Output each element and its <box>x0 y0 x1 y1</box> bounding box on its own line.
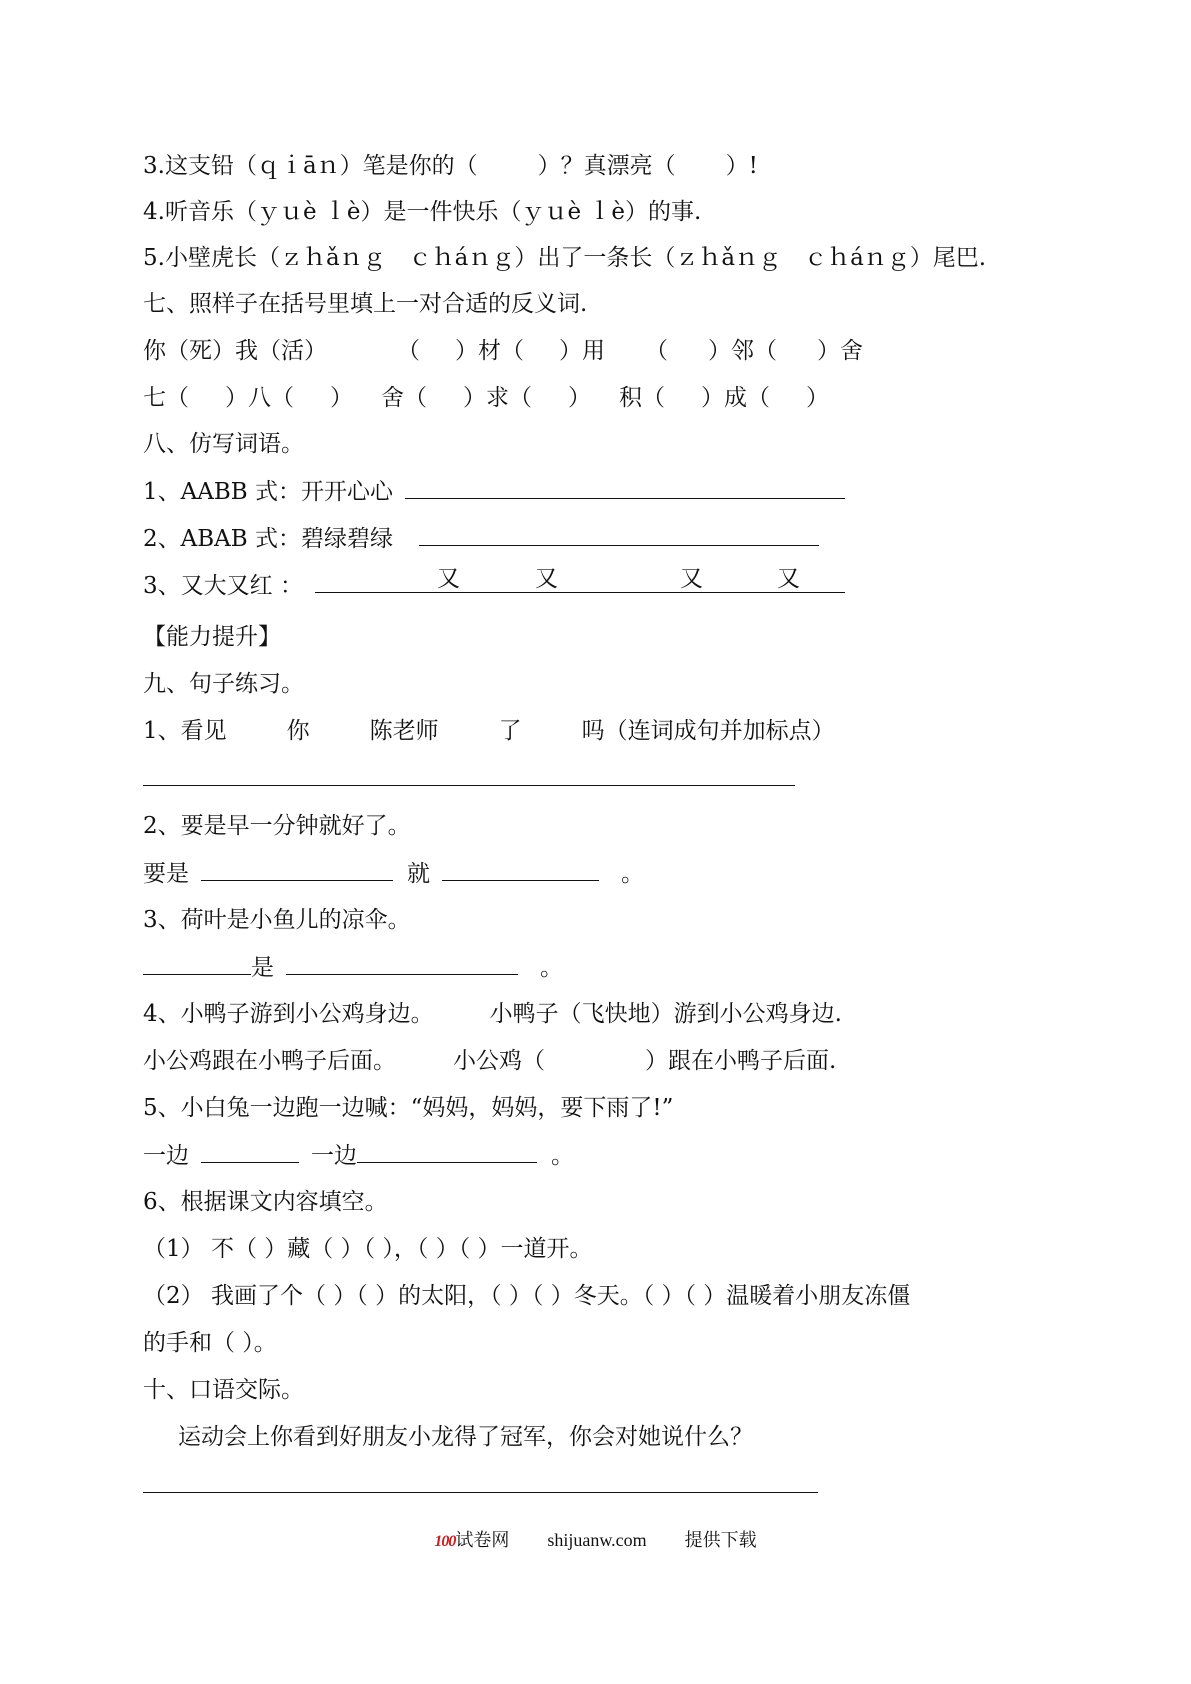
q9-item-5-fill <box>143 1140 574 1171</box>
q7-r1-b3: ）舍 <box>817 338 863 364</box>
q9-item-3-blank-2[interactable] <box>286 952 518 975</box>
q9-item-2-blank-2[interactable] <box>442 858 599 881</box>
q9-item-4-line-1 <box>143 999 842 1029</box>
q7-r1-b1: （ <box>645 338 668 364</box>
q9-item-6-2: （2） 我画了个（ ）（ ）的太阳，（ ）（ ）冬天。（ ）（ ）温暖着小朋友冻僵 <box>143 1283 911 1309</box>
q7-r2-b2: ）求（ <box>463 385 532 411</box>
section-label: 【能力提升】 <box>143 624 281 650</box>
q9-item-4-sentence-a: 4、小鸭子游到小公鸡身边。 <box>143 1001 434 1027</box>
q9-word-2: 你 <box>286 718 310 744</box>
q9-item-3-fill <box>143 952 563 983</box>
q8-you-1: 又 <box>436 566 460 592</box>
q9-item-4-line-2 <box>143 1046 836 1076</box>
q7-r2-a3: ） <box>330 385 353 411</box>
q9-item-3-end: 。 <box>540 955 563 981</box>
q9-item-4-sentence-b: 小鸭子（飞快地）游到小公鸡身边. <box>489 1001 842 1027</box>
q6-item-5: 5.小壁虎长（ｚｈǎｎｇ ｃｈáｎｇ）出了一条长（ｚｈǎｎｇ ｃｈáｎｇ）尾巴. <box>143 245 987 271</box>
q9-item-1-answer-line[interactable] <box>143 785 795 786</box>
q9-item-5-blank-1[interactable] <box>201 1140 299 1163</box>
q9-item-4-fill-a: 小公鸡（ <box>453 1048 545 1074</box>
q10-title: 十、口语交际。 <box>143 1377 304 1403</box>
q9-item-2-blank-1[interactable] <box>201 858 393 881</box>
q10-prompt: 运动会上你看到好朋友小龙得了冠军，你会对她说什么？ <box>178 1424 753 1450</box>
q9-item-3-mid: 是 <box>251 955 274 981</box>
q8-item-1-label: 1、AABB 式：开开心心 <box>143 479 393 505</box>
q9-item-5-blank-2[interactable] <box>357 1140 537 1163</box>
q9-item-5: 5、小白兔一边跑一边喊：“妈妈，妈妈，要下雨了!” <box>143 1095 674 1121</box>
q9-item-4-fill-b: ）跟在小鸭子后面. <box>645 1048 837 1074</box>
q8-you-4: 又 <box>776 566 800 592</box>
footer-url[interactable]: shijuanw.com <box>547 1530 647 1550</box>
q9-item-5-end: 。 <box>551 1143 574 1169</box>
q6-item-3-part-a: 3.这支铅（ｑｉāｎ）笔是你的（ <box>143 153 478 179</box>
q8-item-2 <box>143 523 819 554</box>
q6-item-4: 4.听音乐（ｙｕè ｌè）是一件快乐（ｙｕè ｌè）的事. <box>143 199 702 225</box>
q7-r2-a1: 七（ <box>143 385 189 411</box>
footer-site-name: 试卷网 <box>455 1530 510 1550</box>
footer-logo-100: 100 <box>434 1533 456 1550</box>
q9-item-2: 2、要是早一分钟就好了。 <box>143 813 411 839</box>
q9-item-6-2-cont: 的手和（ ）。 <box>143 1330 277 1356</box>
q7-row-2 <box>143 383 829 413</box>
q9-item-3-blank-1[interactable] <box>143 952 251 975</box>
q7-row-1 <box>143 336 863 366</box>
q7-r2-c3: ） <box>806 385 829 411</box>
q7-r2-a2: ）八（ <box>225 385 294 411</box>
q6-item-3-part-c: ）! <box>725 153 758 179</box>
q9-item-4-sentence-c: 小公鸡跟在小鸭子后面。 <box>143 1048 396 1074</box>
q9-title: 九、句子练习。 <box>143 671 304 697</box>
q8-you-2: 又 <box>534 566 558 592</box>
q8-item-3-label: 3、又大又红 ： <box>143 573 303 599</box>
q7-r1-a3: ）用 <box>559 338 605 364</box>
q7-r2-b1: 舍（ <box>381 385 427 411</box>
q7-r2-b3: ） <box>568 385 591 411</box>
q9-word-4: 了 <box>498 718 522 744</box>
q9-item-1 <box>143 716 835 746</box>
q9-item-2-mid: 就 <box>407 861 430 887</box>
q7-example: 你（死）我（活） <box>143 338 327 364</box>
q9-item-5-prefix: 一边 <box>143 1143 189 1169</box>
q8-title: 八、仿写词语。 <box>143 431 304 457</box>
q8-item-3-answer-line[interactable] <box>315 566 845 593</box>
q10-answer-line[interactable] <box>143 1492 818 1493</box>
q7-r1-b2: ）邻（ <box>708 338 777 364</box>
q8-item-2-answer-line[interactable] <box>419 523 819 546</box>
footer-tagline: 提供下载 <box>684 1530 757 1550</box>
q8-item-1-answer-line[interactable] <box>405 476 845 499</box>
footer <box>0 1526 1191 1552</box>
q8-item-3 <box>143 566 845 601</box>
q7-r1-a2: ）材（ <box>455 338 524 364</box>
q8-item-2-label: 2、ABAB 式：碧绿碧绿 <box>143 526 393 552</box>
q7-title: 七、照样子在括号里填上一对合适的反义词. <box>143 291 588 317</box>
q9-item-2-prefix: 要是 <box>143 861 189 887</box>
q9-item-3: 3、荷叶是小鱼儿的凉伞。 <box>143 907 411 933</box>
q7-r2-c2: ）成（ <box>701 385 770 411</box>
q9-item-2-fill <box>143 858 644 889</box>
q9-word-5: 吗（连词成句并加标点） <box>581 718 835 744</box>
q8-you-3: 又 <box>679 566 703 592</box>
q7-r1-a1: （ <box>397 338 420 364</box>
q8-item-1 <box>143 476 845 507</box>
q7-r2-c1: 积（ <box>619 385 665 411</box>
q9-word-3: 陈老师 <box>369 718 439 744</box>
q9-item-6-1: （1） 不（ ）藏（ ）（ ），（ ）（ ）一道开。 <box>143 1236 593 1262</box>
q9-item-6: 6、根据课文内容填空。 <box>143 1189 388 1215</box>
q9-item-2-end: 。 <box>621 861 644 887</box>
q6-item-3-part-b: ）？真漂亮（ <box>537 153 676 179</box>
q6-item-3 <box>143 151 758 181</box>
q9-word-1: 1、看见 <box>143 718 227 744</box>
q9-item-5-mid: 一边 <box>311 1143 357 1169</box>
